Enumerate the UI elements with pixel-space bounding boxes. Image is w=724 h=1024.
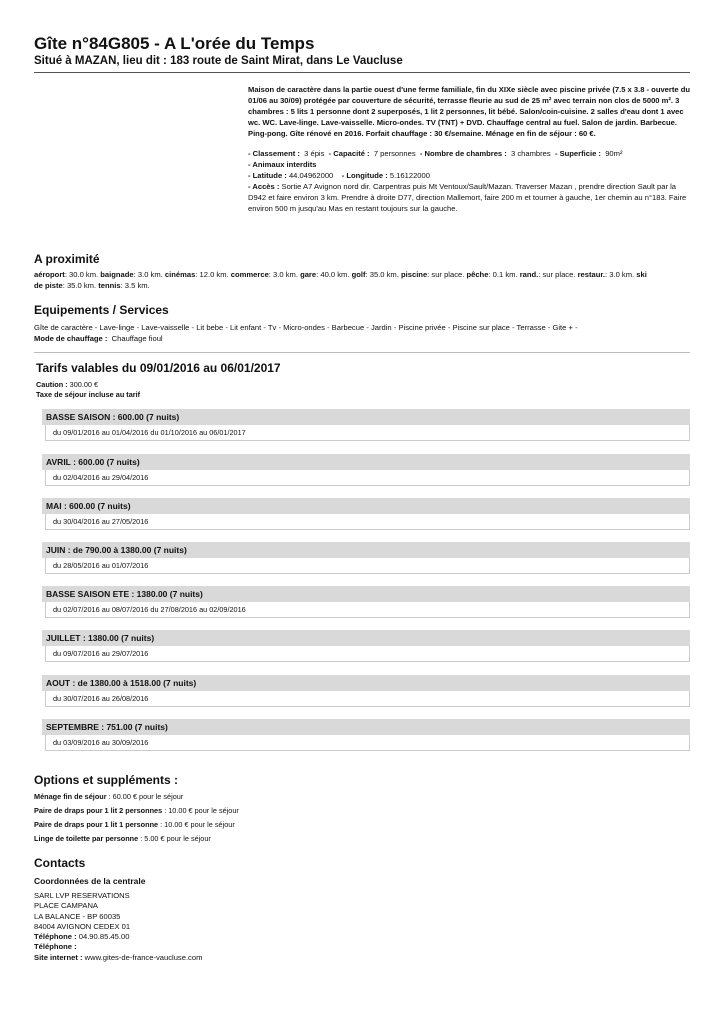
proximite-value: 3.0 km. bbox=[137, 270, 163, 279]
equipement-item: Lave-vaisselle bbox=[141, 323, 190, 332]
season-name: BASSE SAISON ETE : 1380.00 (7 nuits) bbox=[42, 586, 690, 602]
phone2-label: Téléphone : bbox=[34, 942, 77, 952]
season-dates: du 03/09/2016 au 30/09/2016 bbox=[45, 735, 690, 751]
animaux-text: - Animaux interdits bbox=[248, 160, 317, 169]
proximite-value: 40.0 km. bbox=[320, 270, 350, 279]
site-link[interactable]: www.gites-de-france-vaucluse.com bbox=[84, 952, 203, 962]
equipements-heading: Equipements / Services bbox=[34, 303, 169, 317]
superficie-label: - Superficie : bbox=[554, 149, 601, 158]
chambres-label: - Nombre de chambres : bbox=[419, 149, 507, 158]
contact-address-1: PLACE CAMPANA bbox=[34, 901, 99, 911]
page-title: Gîte n°84G805 - A L'orée du Temps bbox=[34, 34, 315, 53]
season-block bbox=[42, 630, 690, 662]
season-dates: du 09/07/2016 au 29/07/2016 bbox=[45, 646, 690, 662]
equipement-item: Micro-ondes bbox=[283, 323, 325, 332]
phone-value: 04.90.85.45.00 bbox=[78, 932, 130, 942]
proximite-label: rand. bbox=[519, 270, 539, 279]
chauffage-label: Mode de chauffage : bbox=[34, 334, 108, 343]
site-label: Site internet : bbox=[34, 952, 83, 962]
phone-label: Téléphone : bbox=[34, 932, 77, 942]
season-name: SEPTEMBRE : 751.00 (7 nuits) bbox=[42, 719, 690, 735]
equipement-item: Piscine sur place bbox=[452, 323, 510, 332]
equipement-item: Barbecue bbox=[331, 323, 365, 332]
proximite-value: 35.0 km. bbox=[66, 281, 97, 290]
equipement-item: Lit bebe bbox=[196, 323, 224, 332]
caution-label: Caution : bbox=[36, 380, 68, 389]
option-value: : 60.00 € pour le séjour bbox=[108, 792, 184, 801]
option-value: : 5.00 € pour le séjour bbox=[140, 834, 211, 843]
contact-address-2: LA BALANCE - BP 60035 bbox=[34, 911, 121, 921]
classement-value: 3 épis bbox=[304, 149, 325, 158]
chauffage-value: Chauffage fioul bbox=[111, 334, 163, 343]
superficie-value: 90m² bbox=[605, 149, 623, 158]
proximite-label: tennis bbox=[98, 281, 121, 290]
page-subtitle: Situé à MAZAN, lieu dit : 183 route de Saint Mirat, dans Le Vaucluse bbox=[34, 55, 403, 67]
season-block bbox=[42, 409, 690, 441]
contact-block bbox=[34, 891, 202, 963]
spec-line-coords bbox=[248, 170, 692, 181]
season-dates: du 09/01/2016 au 01/04/2016 du 01/10/2016 au 06/01/2017 bbox=[45, 425, 690, 441]
spec-line-animaux bbox=[248, 159, 692, 170]
season-dates: du 30/07/2016 au 26/08/2016 bbox=[45, 691, 690, 707]
proximite-list: aéroport: 30.0 km. baignade: 3.0 km. cinémas: 12.0 km. commerce: 3.0 km. gare: 40.0 km. golf: 35.0 km. piscine: sur place. pêche: 0.1 km. rand.: sur place. restaur.: 3.0 km. ski de piste: 35.0 km. tennis: 3.5 km. bbox=[34, 270, 647, 290]
contact-phone-2 bbox=[34, 942, 202, 952]
equipement-item: Gite + bbox=[552, 323, 573, 332]
option-label: Paire de draps pour 1 lit 1 personne bbox=[34, 820, 159, 829]
contact-phone bbox=[34, 932, 202, 942]
contacts-heading: Contacts bbox=[34, 856, 86, 870]
contacts-subheading: Coordonnées de la centrale bbox=[34, 876, 146, 886]
proximite-value: 12.0 km. bbox=[199, 270, 229, 279]
proximite-label: aéroport bbox=[34, 270, 65, 279]
proximite-heading: A proximité bbox=[34, 252, 100, 266]
proximite-value: 3.5 km. bbox=[124, 281, 150, 290]
proximite-value: 35.0 km. bbox=[369, 270, 399, 279]
option-label: Linge de toilette par personne bbox=[34, 834, 139, 843]
tarifs-divider bbox=[34, 352, 690, 353]
options-heading: Options et suppléments : bbox=[34, 773, 179, 787]
season-name: MAI : 600.00 (7 nuits) bbox=[42, 498, 690, 514]
longitude-value: 5.16122000 bbox=[389, 171, 430, 180]
season-name: JUIN : de 790.00 à 1380.00 (7 nuits) bbox=[42, 542, 690, 558]
spec-list bbox=[248, 148, 692, 214]
option-line bbox=[34, 792, 183, 802]
proximite-value: 0.1 km. bbox=[492, 270, 518, 279]
season-dates: du 28/05/2016 au 01/07/2016 bbox=[45, 558, 690, 574]
equipement-item: Lave-linge bbox=[99, 323, 135, 332]
option-line bbox=[34, 834, 211, 844]
capacite-label: - Capacité : bbox=[328, 149, 370, 158]
equipement-item: Piscine privée bbox=[398, 323, 446, 332]
season-name: AOUT : de 1380.00 à 1518.00 (7 nuits) bbox=[42, 675, 690, 691]
option-label: Ménage fin de séjour bbox=[34, 792, 107, 801]
option-line bbox=[34, 820, 235, 830]
classement-label: - Classement : bbox=[248, 149, 300, 158]
proximite-label: pêche bbox=[466, 270, 489, 279]
latitude-label: - Latitude : bbox=[248, 171, 287, 180]
title-divider bbox=[34, 72, 690, 73]
equipement-item: Lit enfant bbox=[230, 323, 262, 332]
contact-website bbox=[34, 953, 202, 963]
proximite-value: 3.0 km. bbox=[609, 270, 635, 279]
tarifs-heading: Tarifs valables du 09/01/2016 au 06/01/2017 bbox=[36, 361, 281, 375]
proximite-label: baignade bbox=[100, 270, 134, 279]
season-dates: du 30/04/2016 au 27/05/2016 bbox=[45, 514, 690, 530]
option-line bbox=[34, 806, 239, 816]
latitude-value: 44.04962000 bbox=[288, 171, 334, 180]
taxe-text: Taxe de séjour incluse au tarif bbox=[36, 390, 141, 399]
equipement-item: Terrasse bbox=[516, 323, 546, 332]
proximite-label: ski de piste bbox=[34, 270, 647, 290]
season-block bbox=[42, 454, 690, 486]
season-name: JUILLET : 1380.00 (7 nuits) bbox=[42, 630, 690, 646]
equipement-item: Jardin bbox=[370, 323, 392, 332]
equipements-list: Gîte de caractère - Lave-linge - Lave-vaisselle - Lit bebe - Lit enfant - Tv - Micro-ondes - Barbecue - Jardin - Piscine privée - Piscine sur place - Terrasse - Gite + - Mode de chauffage : Chauffage fioul bbox=[34, 323, 578, 343]
description-block bbox=[248, 84, 692, 214]
equipement-item: Gîte de caractère bbox=[34, 323, 93, 332]
season-name: AVRIL : 600.00 (7 nuits) bbox=[42, 454, 690, 470]
season-dates: du 02/07/2016 au 08/07/2016 du 27/08/2016 au 02/09/2016 bbox=[45, 602, 690, 618]
proximite-label: golf bbox=[351, 270, 366, 279]
caution-block bbox=[36, 380, 140, 400]
season-block bbox=[42, 586, 690, 618]
season-block bbox=[42, 542, 690, 574]
caution-value: 300.00 € bbox=[69, 380, 99, 389]
capacite-value: 7 personnes bbox=[373, 149, 416, 158]
spec-line-1 bbox=[248, 148, 692, 159]
season-block bbox=[42, 675, 690, 707]
longitude-label: - Longitude : bbox=[341, 171, 388, 180]
proximite-value: 3.0 km. bbox=[273, 270, 298, 279]
proximite-label: piscine bbox=[401, 270, 428, 279]
season-dates: du 02/04/2016 au 29/04/2016 bbox=[45, 470, 690, 486]
option-label: Paire de draps pour 1 lit 2 personnes bbox=[34, 806, 163, 815]
season-name: BASSE SAISON : 600.00 (7 nuits) bbox=[42, 409, 690, 425]
season-block bbox=[42, 498, 690, 530]
chambres-value: 3 chambres bbox=[511, 149, 551, 158]
option-value: : 10.00 € pour le séjour bbox=[164, 806, 239, 815]
proximite-label: cinémas bbox=[164, 270, 196, 279]
acces-value: Sortie A7 Avignon nord dir. Carpentras puis Mt Ventoux/Sault/Mazan. Traverser Mazan , prendre direction Sault par la D942 et faire environ 3 km. Prendre à droite D77, direction Mallemort, faire 200 m et tourner à gauche, 1er chemin au n°183. Faire environ 500 m jusqu'au Mas en restant toujours sur la gauche. bbox=[248, 182, 687, 213]
description-text: Maison de caractère dans la partie ouest d'une ferme familiale, fin du XIXe siècle avec piscine privée (7.5 x 3.8 - ouverte du 01/06 au 30/09) protégée par couverture de sécurité, terrasse fleurie au sud de 25 m² avec terrain non clos de 5000 m². 3 chambres : 5 lits 1 personne dont 2 superposés, 1 lit 2 personnes, lit bébé. Salon/coin-cuisine. 2 salles d'eau dont 1 avec wc. WC. Lave-linge. Lave-vaisselle. Micro-ondes. TV (TNT) + DVD. Chauffage central au fuel. Salon de jardin. Barbecue. Ping-pong. Gîte rénové en 2016. Forfait chauffage : 30 €/semaine. Ménage en fin de séjour : 60 €. bbox=[248, 85, 690, 138]
proximite-value: sur place. bbox=[431, 270, 465, 279]
proximite-label: commerce bbox=[230, 270, 269, 279]
equipement-item: Tv bbox=[267, 323, 277, 332]
option-value: : 10.00 € pour le séjour bbox=[160, 820, 235, 829]
season-block bbox=[42, 719, 690, 751]
proximite-value: sur place. bbox=[542, 270, 576, 279]
spec-line-acces bbox=[248, 181, 692, 214]
proximite-label: restaur. bbox=[577, 270, 606, 279]
proximite-value: 30.0 km. bbox=[69, 270, 99, 279]
proximite-label: gare bbox=[300, 270, 317, 279]
contact-company: SARL LVP RESERVATIONS bbox=[34, 891, 130, 900]
contact-city: 84004 AVIGNON CEDEX 01 bbox=[34, 921, 131, 931]
acces-label: - Accès : bbox=[248, 182, 280, 191]
